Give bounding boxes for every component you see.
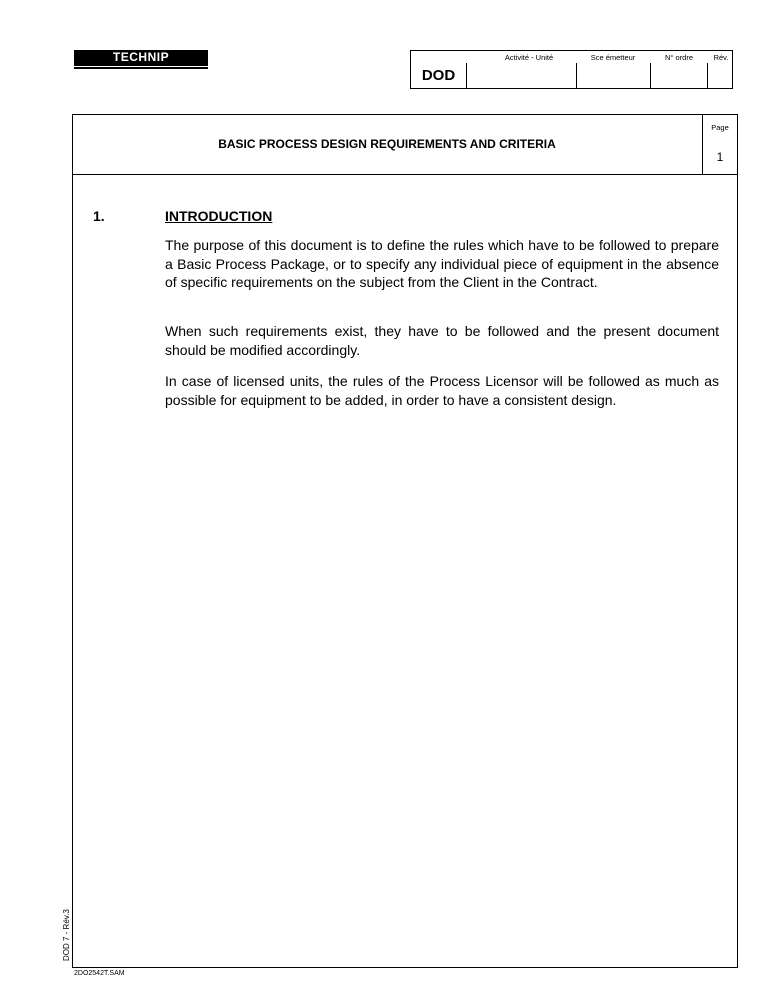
intro-paragraph: The purpose of this document is to define the rules which have to be followed to prepare a Basic Process Package, or to specify any individual piece of equipment in the absence of specific requirements on the subject from the Client in the Contract. <box>165 237 719 290</box>
document-reference-box <box>410 50 733 89</box>
ref-label-order-number: N° ordre <box>664 53 693 62</box>
logo-underline <box>74 66 208 67</box>
ref-divider <box>576 63 577 88</box>
logo-text: TECHNIP <box>112 50 170 64</box>
intro-paragraph: In case of licensed units, the rules of the Process Licensor will be followed as much as possible for equipment to be added, in order to have a consistent design. <box>165 373 719 408</box>
section-title: INTRODUCTION <box>165 208 273 224</box>
section-number: 1. <box>93 208 105 224</box>
ref-divider <box>707 63 708 88</box>
company-logo <box>74 50 208 69</box>
form-revision-note: DOD 7 - Rév.3 <box>62 909 71 961</box>
ref-label-revision: Rév. <box>713 53 729 62</box>
file-code: 2DO2542T.SAM <box>74 970 125 977</box>
ref-label-activity-unit: Activité - Unité <box>504 53 554 62</box>
page-cell <box>702 115 737 174</box>
ref-divider <box>650 63 651 88</box>
doc-code: DOD <box>411 63 467 89</box>
page-number: 1 <box>716 150 724 164</box>
document-title: BASIC PROCESS DESIGN REQUIREMENTS AND CRITERIA <box>218 137 556 151</box>
title-block <box>73 115 737 175</box>
ref-label-issuer: Sce émetteur <box>590 53 636 62</box>
intro-paragraph: When such requirements exist, they have to be followed and the present document should be modified accordingly. <box>165 323 719 358</box>
page-label: Page <box>711 123 729 132</box>
